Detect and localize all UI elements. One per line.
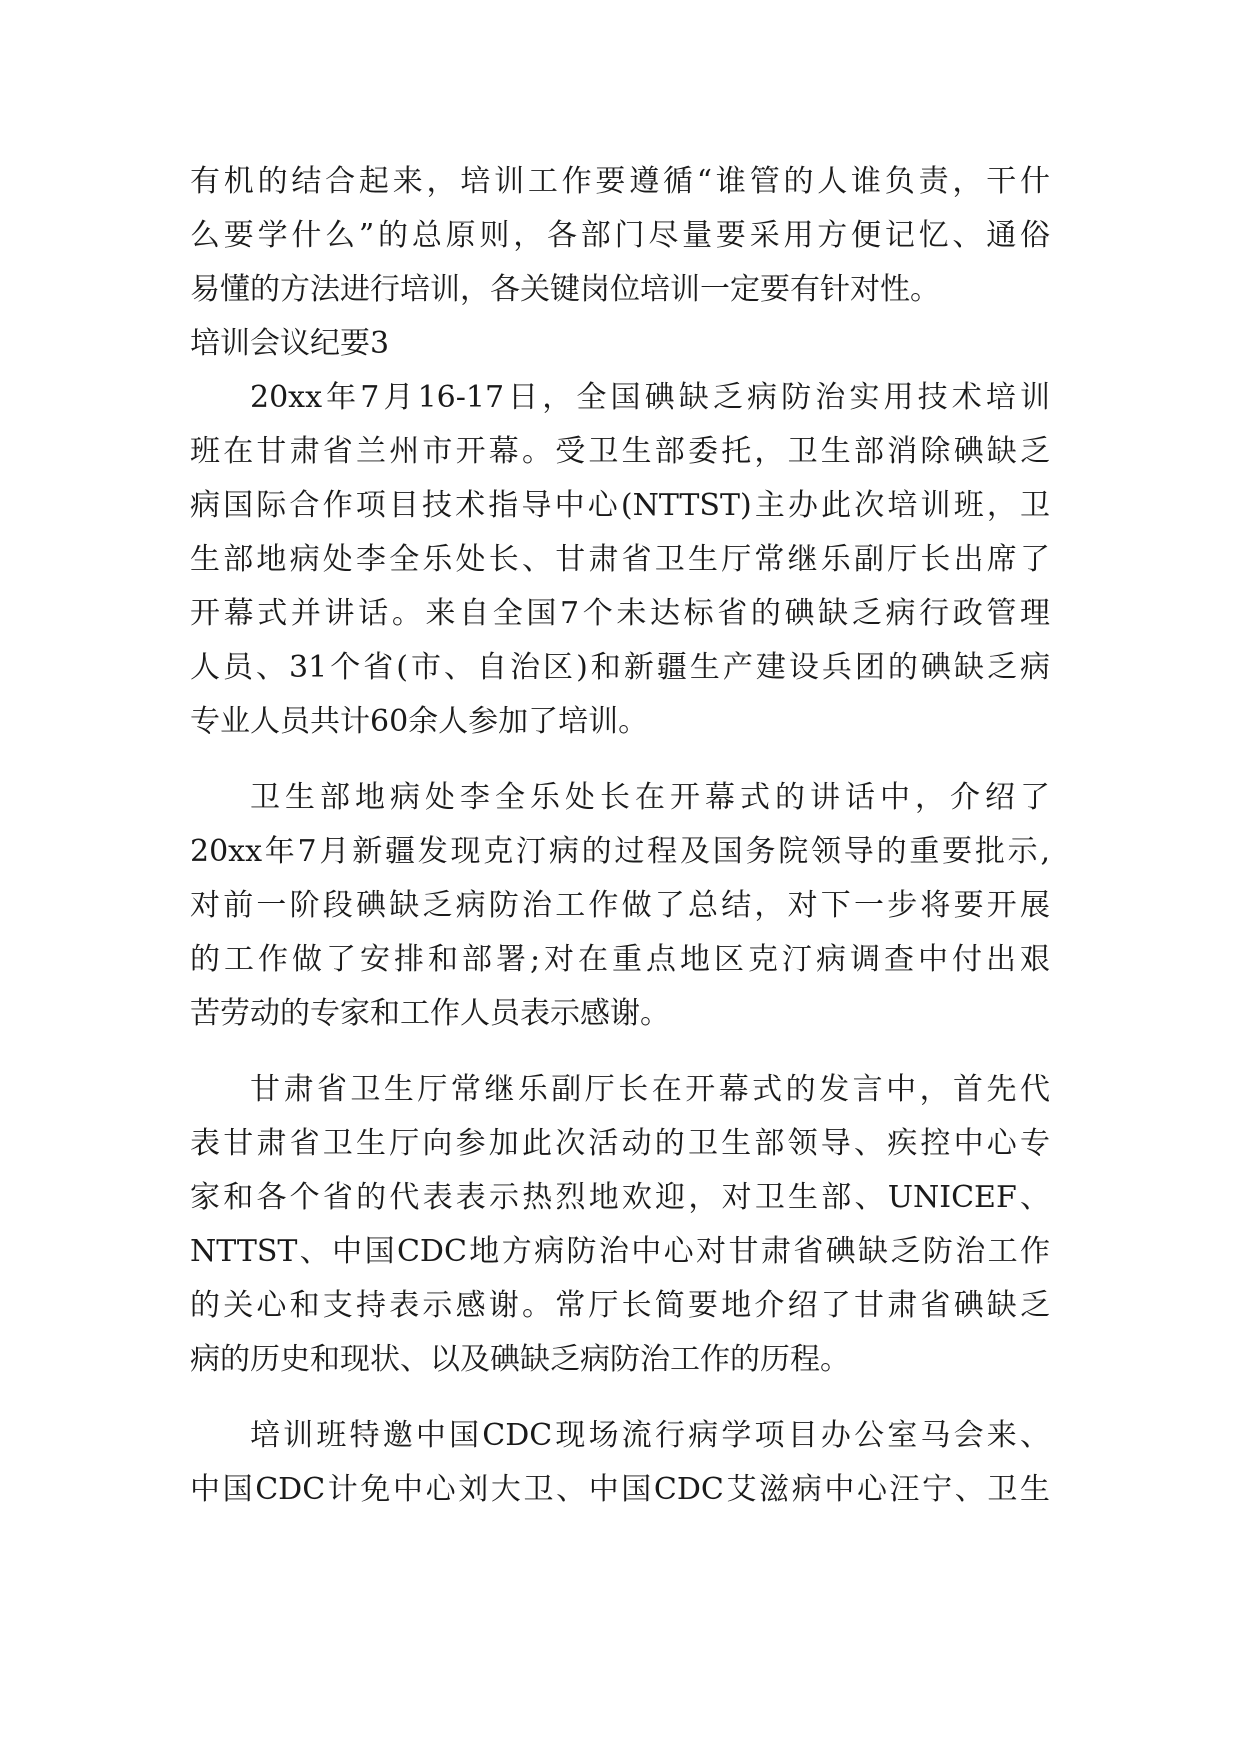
text-line: 家和各个省的代表表示热烈地欢迎，对卫生部、UNICEF、	[190, 1180, 1050, 1215]
text-line: NTTST、中国CDC地方病防治中心对甘肃省碘缺乏防治工作	[190, 1234, 1050, 1269]
text-line: 20xx年7月16-17日，全国碘缺乏病防治实用技术培训	[250, 380, 1050, 415]
paragraph-4	[190, 1409, 1050, 1517]
text-line: 甘肃省卫生厅常继乐副厅长在开幕式的发言中，首先代	[250, 1072, 1050, 1107]
text-line: 生部地病处李全乐处长、甘肃省卫生厅常继乐副厅长出席了	[190, 542, 1050, 577]
intro-paragraph	[190, 155, 1050, 317]
text-line: 的关心和支持表示感谢。常厅长简要地介绍了甘肃省碘缺乏	[190, 1288, 1050, 1323]
text-line: 开幕式并讲话。来自全国7个未达标省的碘缺乏病行政管理	[190, 596, 1050, 631]
text-line: 苦劳动的专家和工作人员表示感谢。	[190, 996, 670, 1031]
text-line: 易懂的方法进行培训，各关键岗位培训一定要有针对性。	[190, 272, 940, 307]
text-line: 中国CDC计免中心刘大卫、中国CDC艾滋病中心汪宁、卫生	[190, 1472, 1050, 1507]
text-line: 有机的结合起来，培训工作要遵循“谁管的人谁负责，干什	[190, 164, 1050, 199]
text-line: 病的历史和现状、以及碘缺乏病防治工作的历程。	[190, 1342, 850, 1377]
text-line: 培训班特邀中国CDC现场流行病学项目办公室马会来、	[250, 1418, 1050, 1453]
text-line: 的工作做了安排和部署;对在重点地区克汀病调查中付出艰	[190, 942, 1050, 977]
text-line: 人员、31个省(市、自治区)和新疆生产建设兵团的碘缺乏病	[190, 650, 1050, 685]
document-body	[190, 155, 1050, 1539]
text-line: 病国际合作项目技术指导中心(NTTST)主办此次培训班，卫	[190, 488, 1050, 523]
text-line: 对前一阶段碘缺乏病防治工作做了总结，对下一步将要开展	[190, 888, 1050, 923]
text-line: 班在甘肃省兰州市开幕。受卫生部委托，卫生部消除碘缺乏	[190, 434, 1050, 469]
text-line: 20xx年7月新疆发现克汀病的过程及国务院领导的重要批示,	[190, 834, 1050, 869]
text-line: 卫生部地病处李全乐处长在开幕式的讲话中，介绍了	[250, 780, 1050, 815]
paragraph-1	[190, 371, 1050, 749]
text-line: 么要学什么”的总原则，各部门尽量要采用方便记忆、通俗	[190, 218, 1050, 253]
paragraph-3	[190, 1063, 1050, 1387]
paragraph-2	[190, 771, 1050, 1041]
text-line: 表甘肃省卫生厅向参加此次活动的卫生部领导、疾控中心专	[190, 1126, 1050, 1161]
section-heading: 培训会议纪要3	[190, 326, 390, 361]
text-line: 专业人员共计60余人参加了培训。	[190, 704, 649, 739]
